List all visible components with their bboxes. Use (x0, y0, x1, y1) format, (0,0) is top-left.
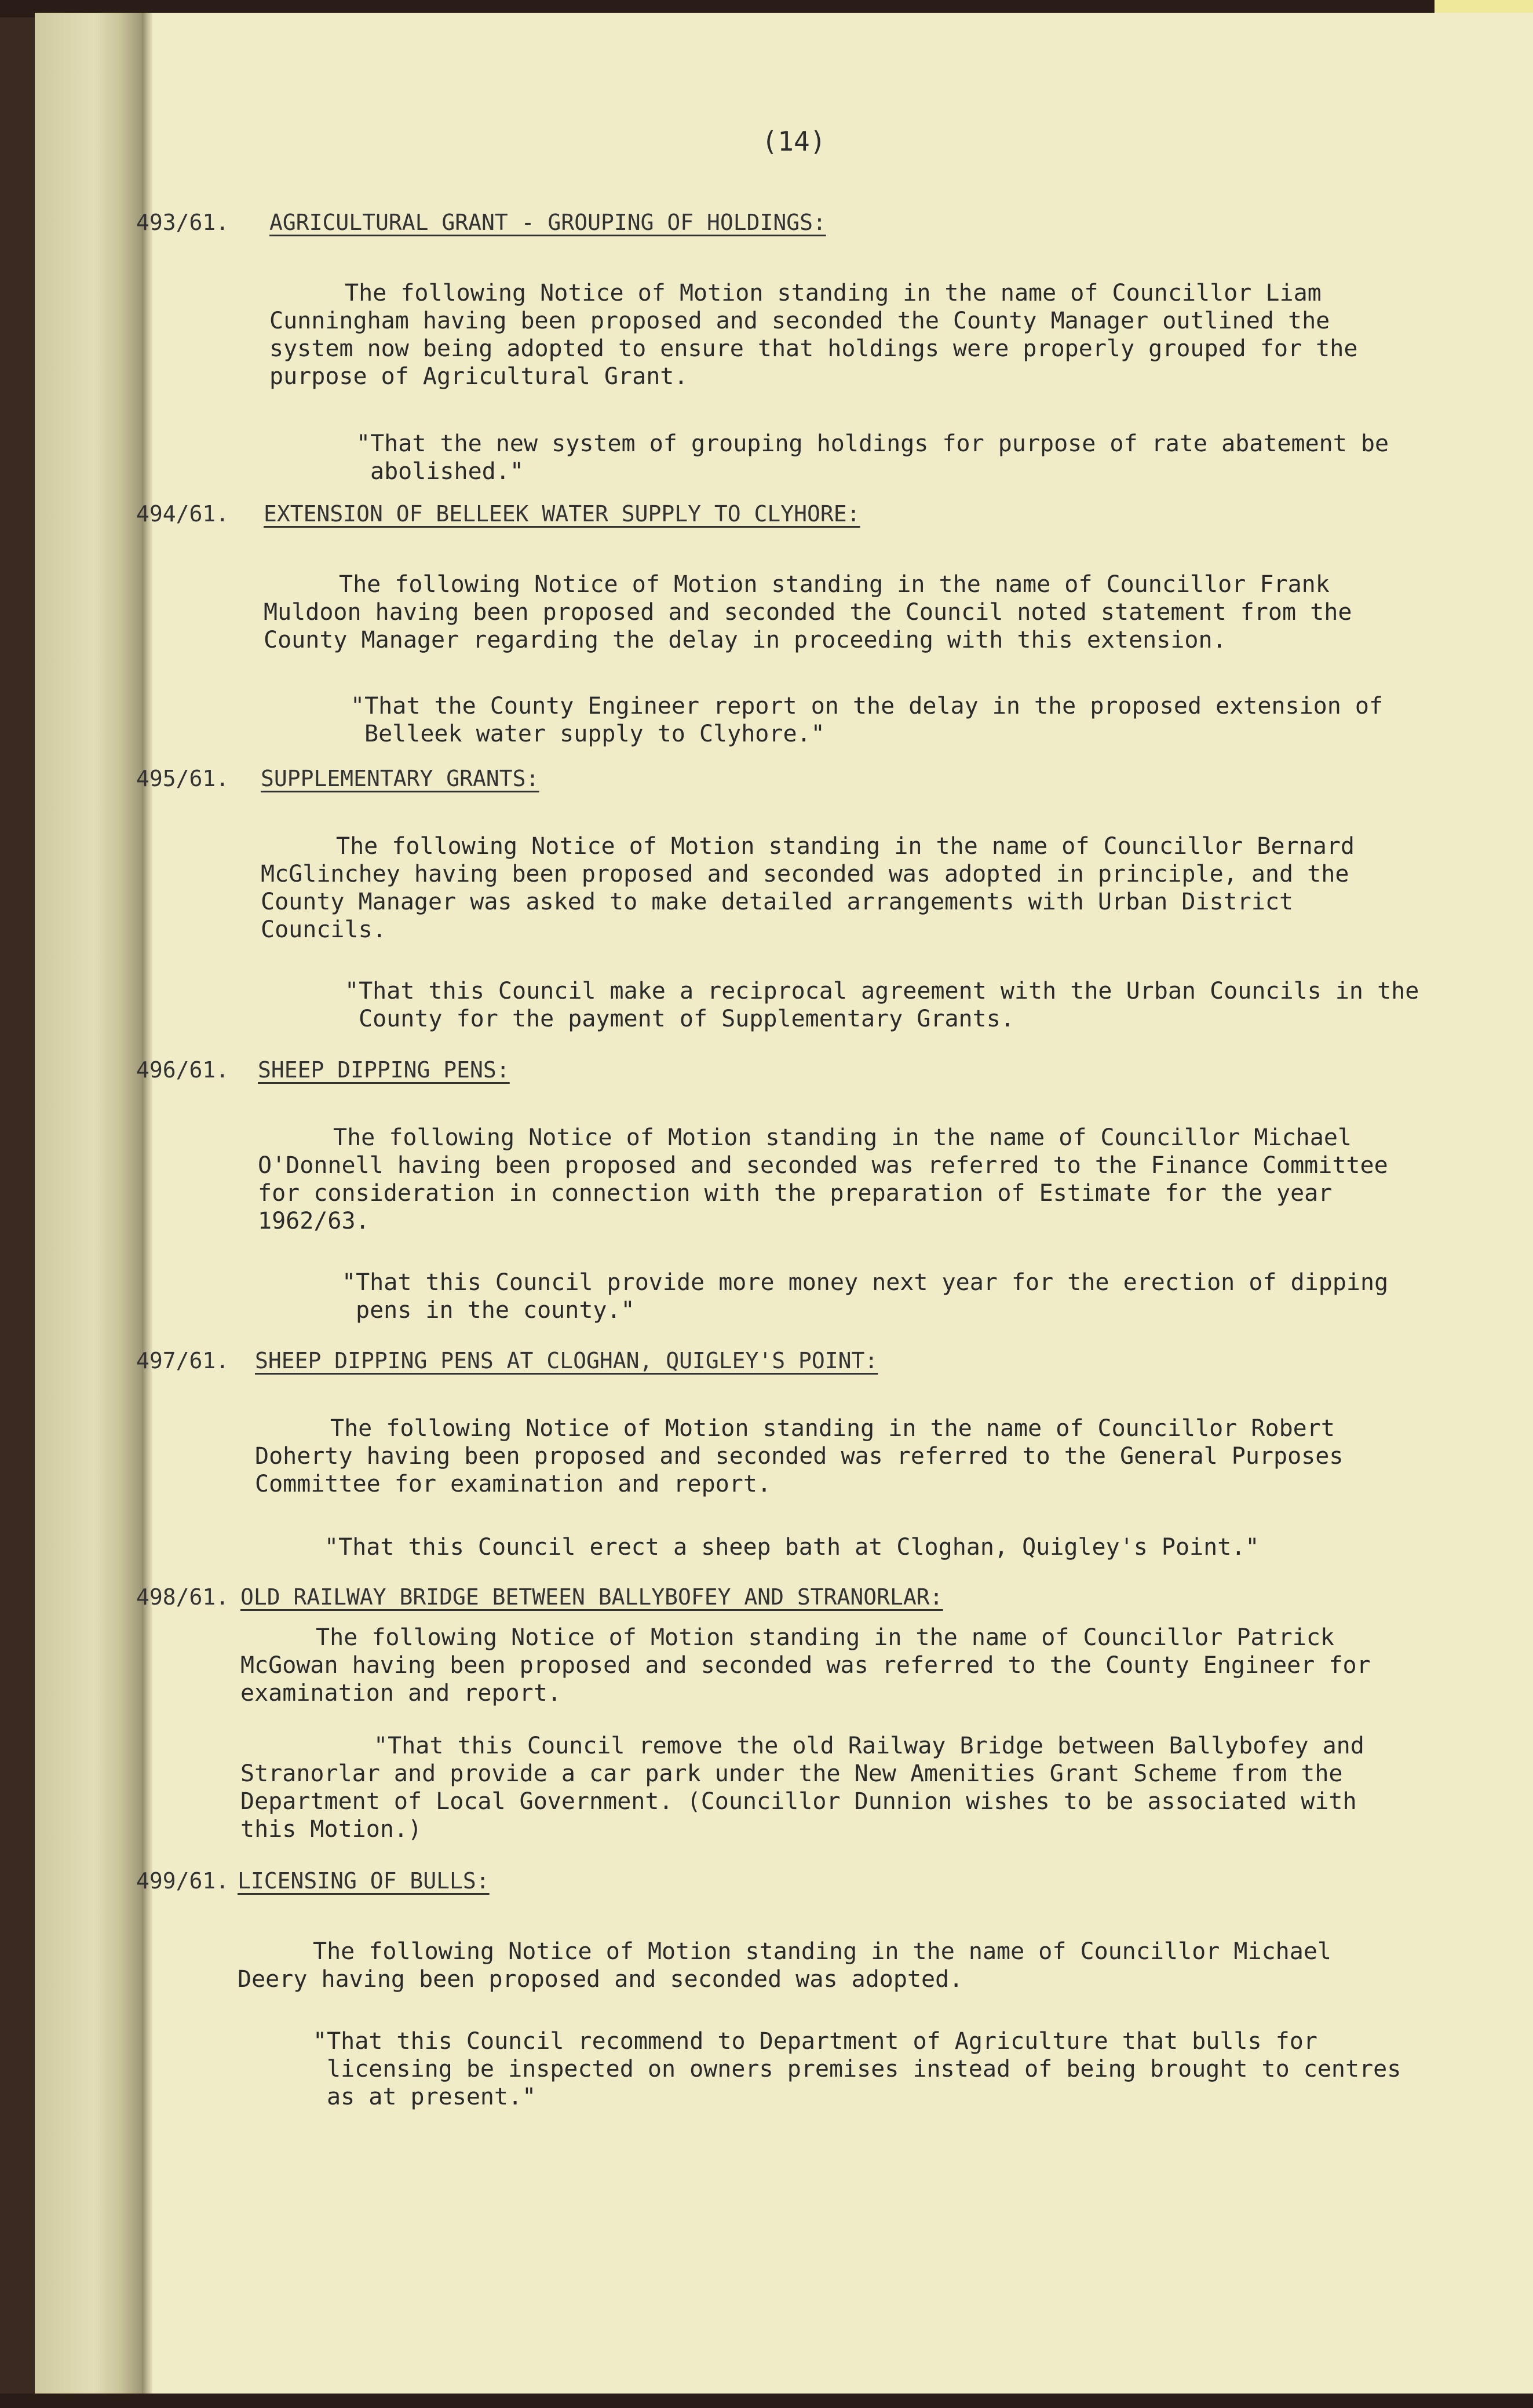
item-number: 493/61. (136, 210, 229, 235)
document-page (35, 13, 1533, 2394)
item-heading: SHEEP DIPPING PENS AT CLOGHAN, QUIGLEY'S POINT: (255, 1348, 878, 1373)
bottom-edge (0, 2394, 1533, 2408)
motion-text: "That the new system of grouping holdings for purpose of rate abatement be abolished." (356, 430, 1389, 485)
item-heading: SUPPLEMENTARY GRANTS: (261, 766, 539, 791)
motion-text: "That this Council remove the old Railway Bridge between Ballybofey and Stranorlar and provide a car park under the New Amenities Grant Scheme from the Department of Local Government. (Councillor Dunnion wishes to be associated with this Motion.) (240, 1733, 1364, 1843)
item-heading: AGRICULTURAL GRANT - GROUPING OF HOLDINGS: (269, 210, 826, 235)
item-number: 494/61. (136, 501, 229, 527)
item-body: The following Notice of Motion standing in the name of Councillor Robert Doherty having been proposed and seconded was referred to the General Purposes Committee for examination and report. (255, 1415, 1344, 1497)
item-body: The following Notice of Motion standing in the name of Councillor Frank Muldoon having been proposed and seconded the Council noted statement from the County Manager regarding the delay in proceeding with this extension. (264, 571, 1352, 653)
item-body: The following Notice of Motion standing in the name of Councillor Bernard McGlinchey having been proposed and seconded was adopted in principle, and the County Manager was asked to make detailed arrangements with Urban District Councils. (261, 833, 1355, 943)
item-heading: SHEEP DIPPING PENS: (258, 1057, 510, 1083)
item-number: 496/61. (136, 1057, 229, 1083)
item-number: 498/61. (136, 1584, 229, 1610)
item-number: 499/61. (136, 1868, 229, 1894)
item-body: The following Notice of Motion standing in the name of Councillor Patrick McGowan having been proposed and seconded was referred to the County Engineer for examination and report. (240, 1624, 1371, 1707)
item-body: The following Notice of Motion standing in the name of Councillor Liam Cunningham having been proposed and seconded the County Manager outlined the system now being adopted to ensure that holdings were properly grouped for the purpose of Agricultural Grant. (269, 280, 1358, 390)
item-number: 497/61. (136, 1348, 229, 1373)
page-number: (14) (761, 126, 826, 157)
item-heading: LICENSING OF BULLS: (238, 1868, 490, 1894)
item-heading: OLD RAILWAY BRIDGE BETWEEN BALLYBOFEY AND STRANORLAR: (240, 1584, 943, 1610)
motion-text: "That the County Engineer report on the delay in the proposed extension of Belleek water supply to Clyhore." (351, 693, 1384, 747)
item-heading: EXTENSION OF BELLEEK WATER SUPPLY TO CLYHORE: (264, 501, 860, 527)
item-body: The following Notice of Motion standing in the name of Councillor Michael Deery having been proposed and seconded was adopted. (238, 1938, 1331, 1993)
item-body: The following Notice of Motion standing in the name of Councillor Michael O'Donnell having been proposed and seconded was referred to the Finance Committee for consideration in connection with the preparation of Estimate for the year 1962/63. (258, 1124, 1388, 1234)
motion-text: "That this Council make a reciprocal agreement with the Urban Councils in the County for the payment of Supplementary Grants. (345, 978, 1419, 1032)
motion-text: "That this Council provide more money next year for the erection of dipping pens in the county." (342, 1269, 1389, 1324)
item-number: 495/61. (136, 766, 229, 791)
motion-text: "That this Council erect a sheep bath at Cloghan, Quigley's Point." (324, 1534, 1260, 1561)
motion-text: "That this Council recommend to Department of Agriculture that bulls for licensing be inspected on owners premises instead of being brought to centres as at present." (313, 2028, 1401, 2110)
binding-spine (35, 13, 142, 2394)
binding-gutter (142, 13, 152, 2394)
